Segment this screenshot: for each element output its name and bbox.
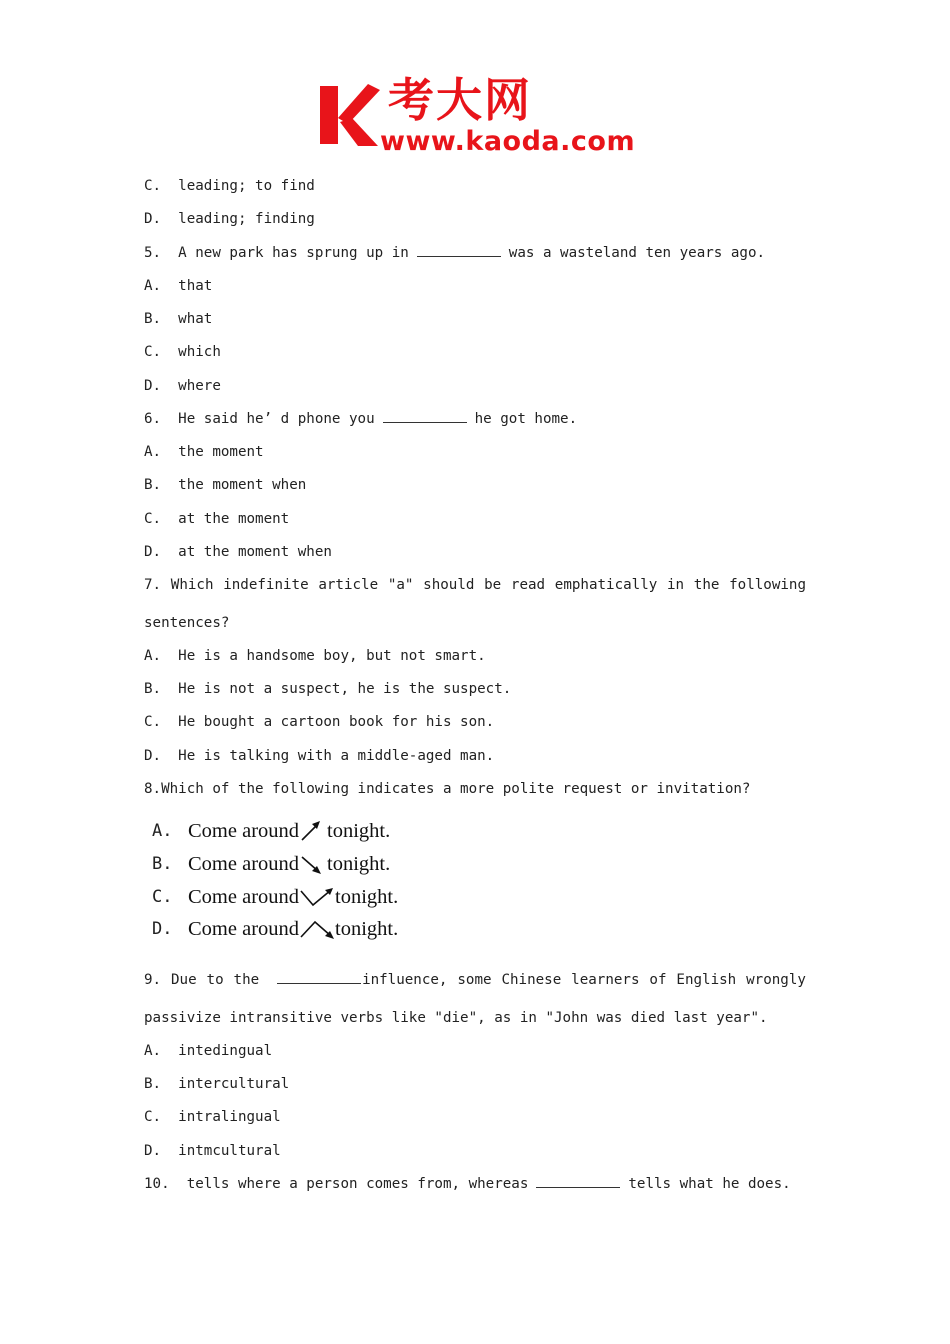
q8-option-c: [152, 882, 398, 912]
q4-option-d: D. leading; finding: [144, 211, 315, 227]
q6-option-a: A. the moment: [144, 444, 264, 460]
q9-word: to: [206, 972, 224, 988]
q5-option-c: C. which: [144, 344, 221, 360]
q9-option-d: D. intmcultural: [144, 1143, 281, 1159]
q5-stem-before: 5. A new park has sprung up in: [144, 245, 409, 261]
q7-word: article: [318, 577, 379, 593]
q6-answer-blank: [383, 409, 467, 423]
q6-option-d: D. at the moment when: [144, 544, 332, 560]
q5-option-a: A. that: [144, 278, 213, 294]
rise-fall-tone-arrow-icon: [299, 917, 335, 941]
q5-option-d: D. where: [144, 378, 221, 394]
q6-stem-before: 6. He said he’ d phone you: [144, 411, 375, 427]
q7-word: read: [510, 577, 546, 593]
q7-word: following: [729, 577, 806, 593]
q7-word: should: [423, 577, 475, 593]
q6-stem: [144, 409, 577, 429]
q5-stem: [144, 243, 765, 263]
q8-option-a: [152, 816, 390, 846]
q7-word: the: [693, 577, 720, 593]
fall-rise-tone-arrow-icon: [299, 885, 335, 909]
q9-word: Due: [171, 972, 197, 988]
q7-option-a: A. He is a handsome boy, but not smart.: [144, 648, 486, 664]
logo-url: www.kaoda.com: [380, 126, 636, 157]
q8-option-tail: tonight.: [335, 917, 399, 940]
q9-word: Chinese: [501, 972, 562, 988]
q10-stem-before: 10. tells where a person comes from, whereas: [144, 1176, 529, 1192]
q7-option-d: D. He is talking with a middle-aged man.: [144, 748, 495, 764]
q8-option-label: A.: [152, 821, 173, 841]
logo-brand-cn: 考大网: [388, 73, 532, 127]
q9-blank-group: [269, 970, 447, 990]
q9-option-c: C. intralingual: [144, 1109, 281, 1125]
q7-word: in: [667, 577, 685, 593]
q6-option-c: C. at the moment: [144, 511, 290, 527]
q8-option-label: C.: [152, 887, 173, 907]
q8-option-phrase: Come around: [188, 917, 300, 940]
k-logo-icon: [318, 82, 380, 148]
q8-option-tail: tonight.: [335, 885, 399, 908]
q10-answer-blank: [536, 1174, 620, 1188]
q8-stem: 8.Which of the following indicates a more polite request or invitation?: [144, 781, 751, 797]
q9-answer-blank: [277, 970, 361, 984]
q9-word: influence,: [362, 972, 448, 988]
q7-stem-line2: sentences?: [144, 615, 230, 631]
q7-word: 7.: [144, 577, 162, 593]
q9-word: English: [676, 972, 737, 988]
q9-word: 9.: [144, 972, 162, 988]
q8-option-phrase: Come around: [188, 819, 300, 842]
q9-word: some: [457, 972, 492, 988]
q7-word: Which: [170, 577, 214, 593]
q7-word: be: [484, 577, 502, 593]
q9-option-b: B. intercultural: [144, 1076, 290, 1092]
q8-option-tail: tonight.: [327, 819, 391, 842]
q6-option-b: B. the moment when: [144, 477, 307, 493]
q9-word: wrongly: [746, 972, 806, 988]
q9-stem-line1: [144, 970, 806, 990]
q8-option-phrase: Come around: [188, 852, 300, 875]
q7-option-b: B. He is not a suspect, he is the suspect.: [144, 681, 512, 697]
q5-answer-blank: [417, 243, 501, 257]
q10-stem: [144, 1174, 791, 1194]
q7-option-c: C. He bought a cartoon book for his son.: [144, 714, 495, 730]
q7-stem-line1: [144, 575, 806, 595]
q7-word: "a": [387, 577, 414, 593]
q4-option-c: C. leading; to find: [144, 178, 315, 194]
q9-word: learners: [571, 972, 640, 988]
q9-stem-line2: passivize intransitive verbs like "die", as in "John was died last year".: [144, 1010, 768, 1026]
q6-stem-after: he got home.: [474, 411, 578, 427]
q9-option-a: A. intedingual: [144, 1043, 273, 1059]
q10-stem-after: tells what he does.: [628, 1176, 791, 1192]
q8-option-tail: tonight.: [327, 852, 391, 875]
q8-option-phrase: Come around: [188, 885, 300, 908]
q9-word: of: [649, 972, 667, 988]
q8-option-label: D.: [152, 919, 173, 939]
q8-option-label: B.: [152, 854, 173, 874]
q5-option-b: B. what: [144, 311, 213, 327]
q8-option-b: [152, 849, 390, 879]
kaoda-logo: [318, 72, 638, 162]
q7-word: emphatically: [554, 577, 658, 593]
q9-word: the: [233, 972, 260, 988]
falling-tone-arrow-icon: [299, 852, 323, 876]
q5-stem-after: was a wasteland ten years ago.: [508, 245, 766, 261]
rising-tone-arrow-icon: [299, 819, 323, 843]
q7-word: indefinite: [223, 577, 309, 593]
q8-option-d: [152, 914, 398, 944]
